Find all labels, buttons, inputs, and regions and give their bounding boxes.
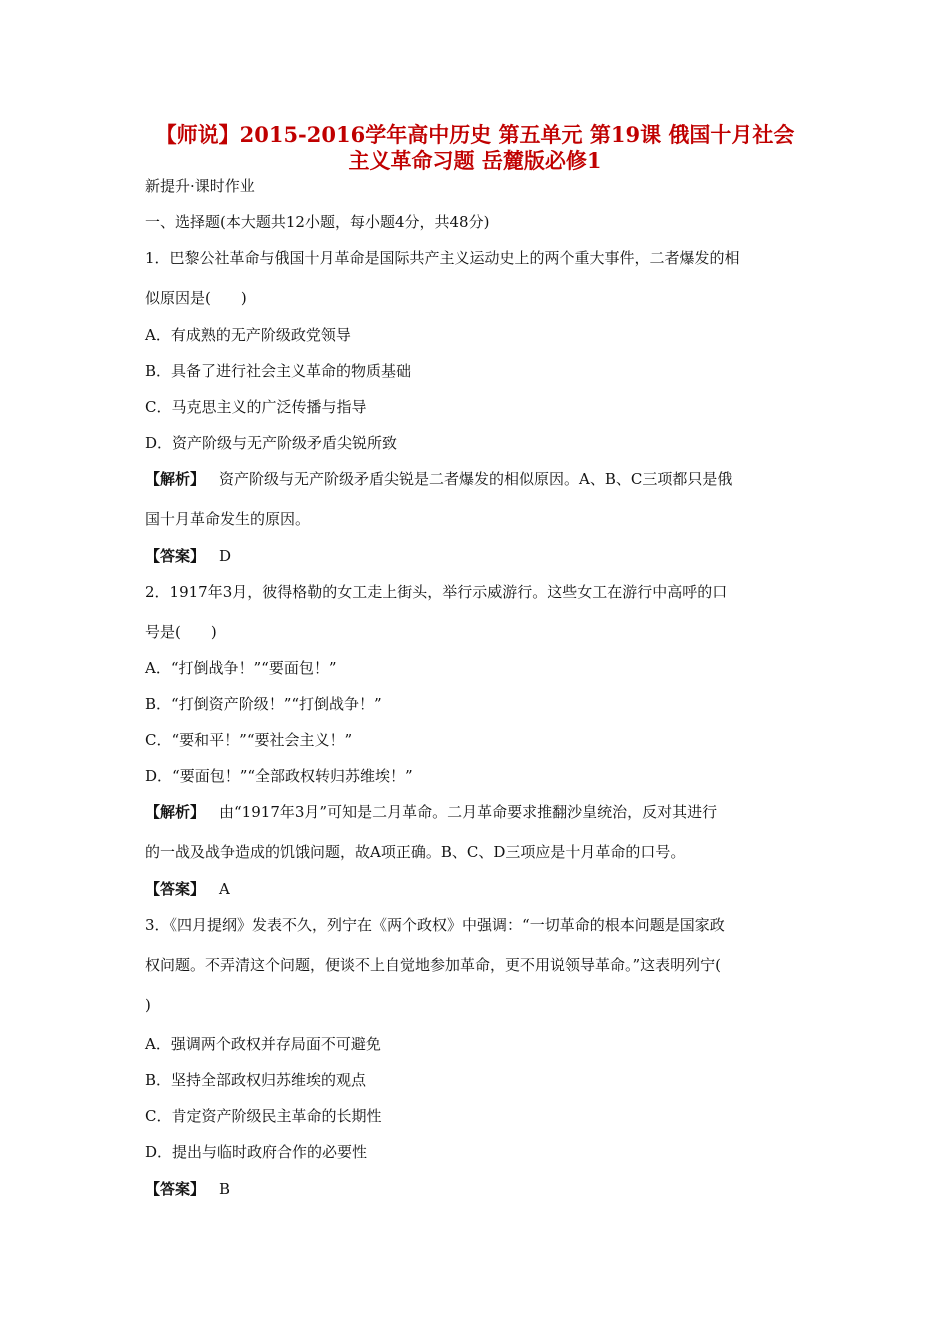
question-1-answer (145, 546, 231, 566)
analysis-tag: 【解析】 (145, 803, 206, 821)
question-3-stem-line-3: ) (145, 996, 151, 1014)
question-1-stem-line-2: 似原因是( ) (145, 289, 247, 307)
question-3-option-b: B．坚持全部政权归苏维埃的观点 (145, 1071, 367, 1089)
question-1-analysis-line-2: 国十月革命发生的原因。 (145, 510, 311, 528)
question-1-stem-line-1: 1．巴黎公社革命与俄国十月革命是国际共产主义运动史上的两个重大事件，二者爆发的相 (145, 249, 740, 267)
question-2-stem-line-2: 号是( ) (145, 623, 217, 641)
question-3-option-c: C．肯定资产阶级民主革命的长期性 (145, 1107, 382, 1125)
question-2-stem-line-1: 2．1917年3月，彼得格勒的女工走上街头，举行示威游行。这些女工在游行中高呼的口 (145, 583, 728, 601)
answer-tag: 【答案】 (145, 547, 206, 565)
section-heading: 一、选择题(本大题共12小题，每小题4分，共48分) (145, 213, 490, 231)
question-3-option-a: A．强调两个政权并存局面不可避免 (145, 1035, 381, 1053)
question-1-option-d: D．资产阶级与无产阶级矛盾尖锐所致 (145, 434, 398, 452)
question-2-answer (145, 879, 230, 899)
title-line-2: 主义革命习题 岳麓版必修1 (348, 148, 602, 173)
analysis-text: 由“1917年3月”可知是二月革命。二月革命要求推翻沙皇统治，反对其进行 (219, 803, 718, 821)
title-line-1: 【师说】2015-2016学年高中历史 第五单元 第19课 俄国十月社会 (155, 122, 795, 147)
question-3-stem-line-1: 3．《四月提纲》发表不久，列宁在《两个政权》中强调：“一切革命的根本问题是国家政 (145, 916, 725, 934)
question-2-option-b: B．“打倒资产阶级！”“打倒战争！” (145, 695, 382, 713)
question-2-option-d: D．“要面包！”“全部政权转归苏维埃！” (145, 767, 413, 785)
question-1-option-c: C．马克思主义的广泛传播与指导 (145, 398, 367, 416)
subtitle: 新提升·课时作业 (145, 177, 255, 195)
question-1-option-a: A．有成熟的无产阶级政党领导 (145, 326, 351, 344)
question-2-analysis-line-2: 的一战及战争造成的饥饿问题，故A项正确。B、C、D三项应是十月革命的口号。 (145, 843, 686, 861)
answer-tag: 【答案】 (145, 1180, 206, 1198)
answer-tag: 【答案】 (145, 880, 206, 898)
answer-value: B (219, 1180, 231, 1198)
answer-value: A (219, 880, 230, 898)
question-2-option-c: C．“要和平！”“要社会主义！” (145, 731, 353, 749)
question-1-analysis-line-1 (145, 469, 732, 489)
question-2-option-a: A．“打倒战争！”“要面包！” (145, 659, 337, 677)
question-3-stem-line-2: 权问题。不弄清这个问题，便谈不上自觉地参加革命，更不用说领导革命。”这表明列宁( (145, 956, 722, 974)
answer-value: D (219, 547, 232, 565)
analysis-text: 资产阶级与无产阶级矛盾尖锐是二者爆发的相似原因。A、B、C三项都只是俄 (219, 470, 733, 488)
question-1-option-b: B．具备了进行社会主义革命的物质基础 (145, 362, 412, 380)
question-3-answer (145, 1179, 230, 1199)
question-2-analysis-line-1 (145, 802, 717, 822)
question-3-option-d: D．提出与临时政府合作的必要性 (145, 1143, 368, 1161)
analysis-tag: 【解析】 (145, 470, 206, 488)
document-title (110, 122, 840, 174)
